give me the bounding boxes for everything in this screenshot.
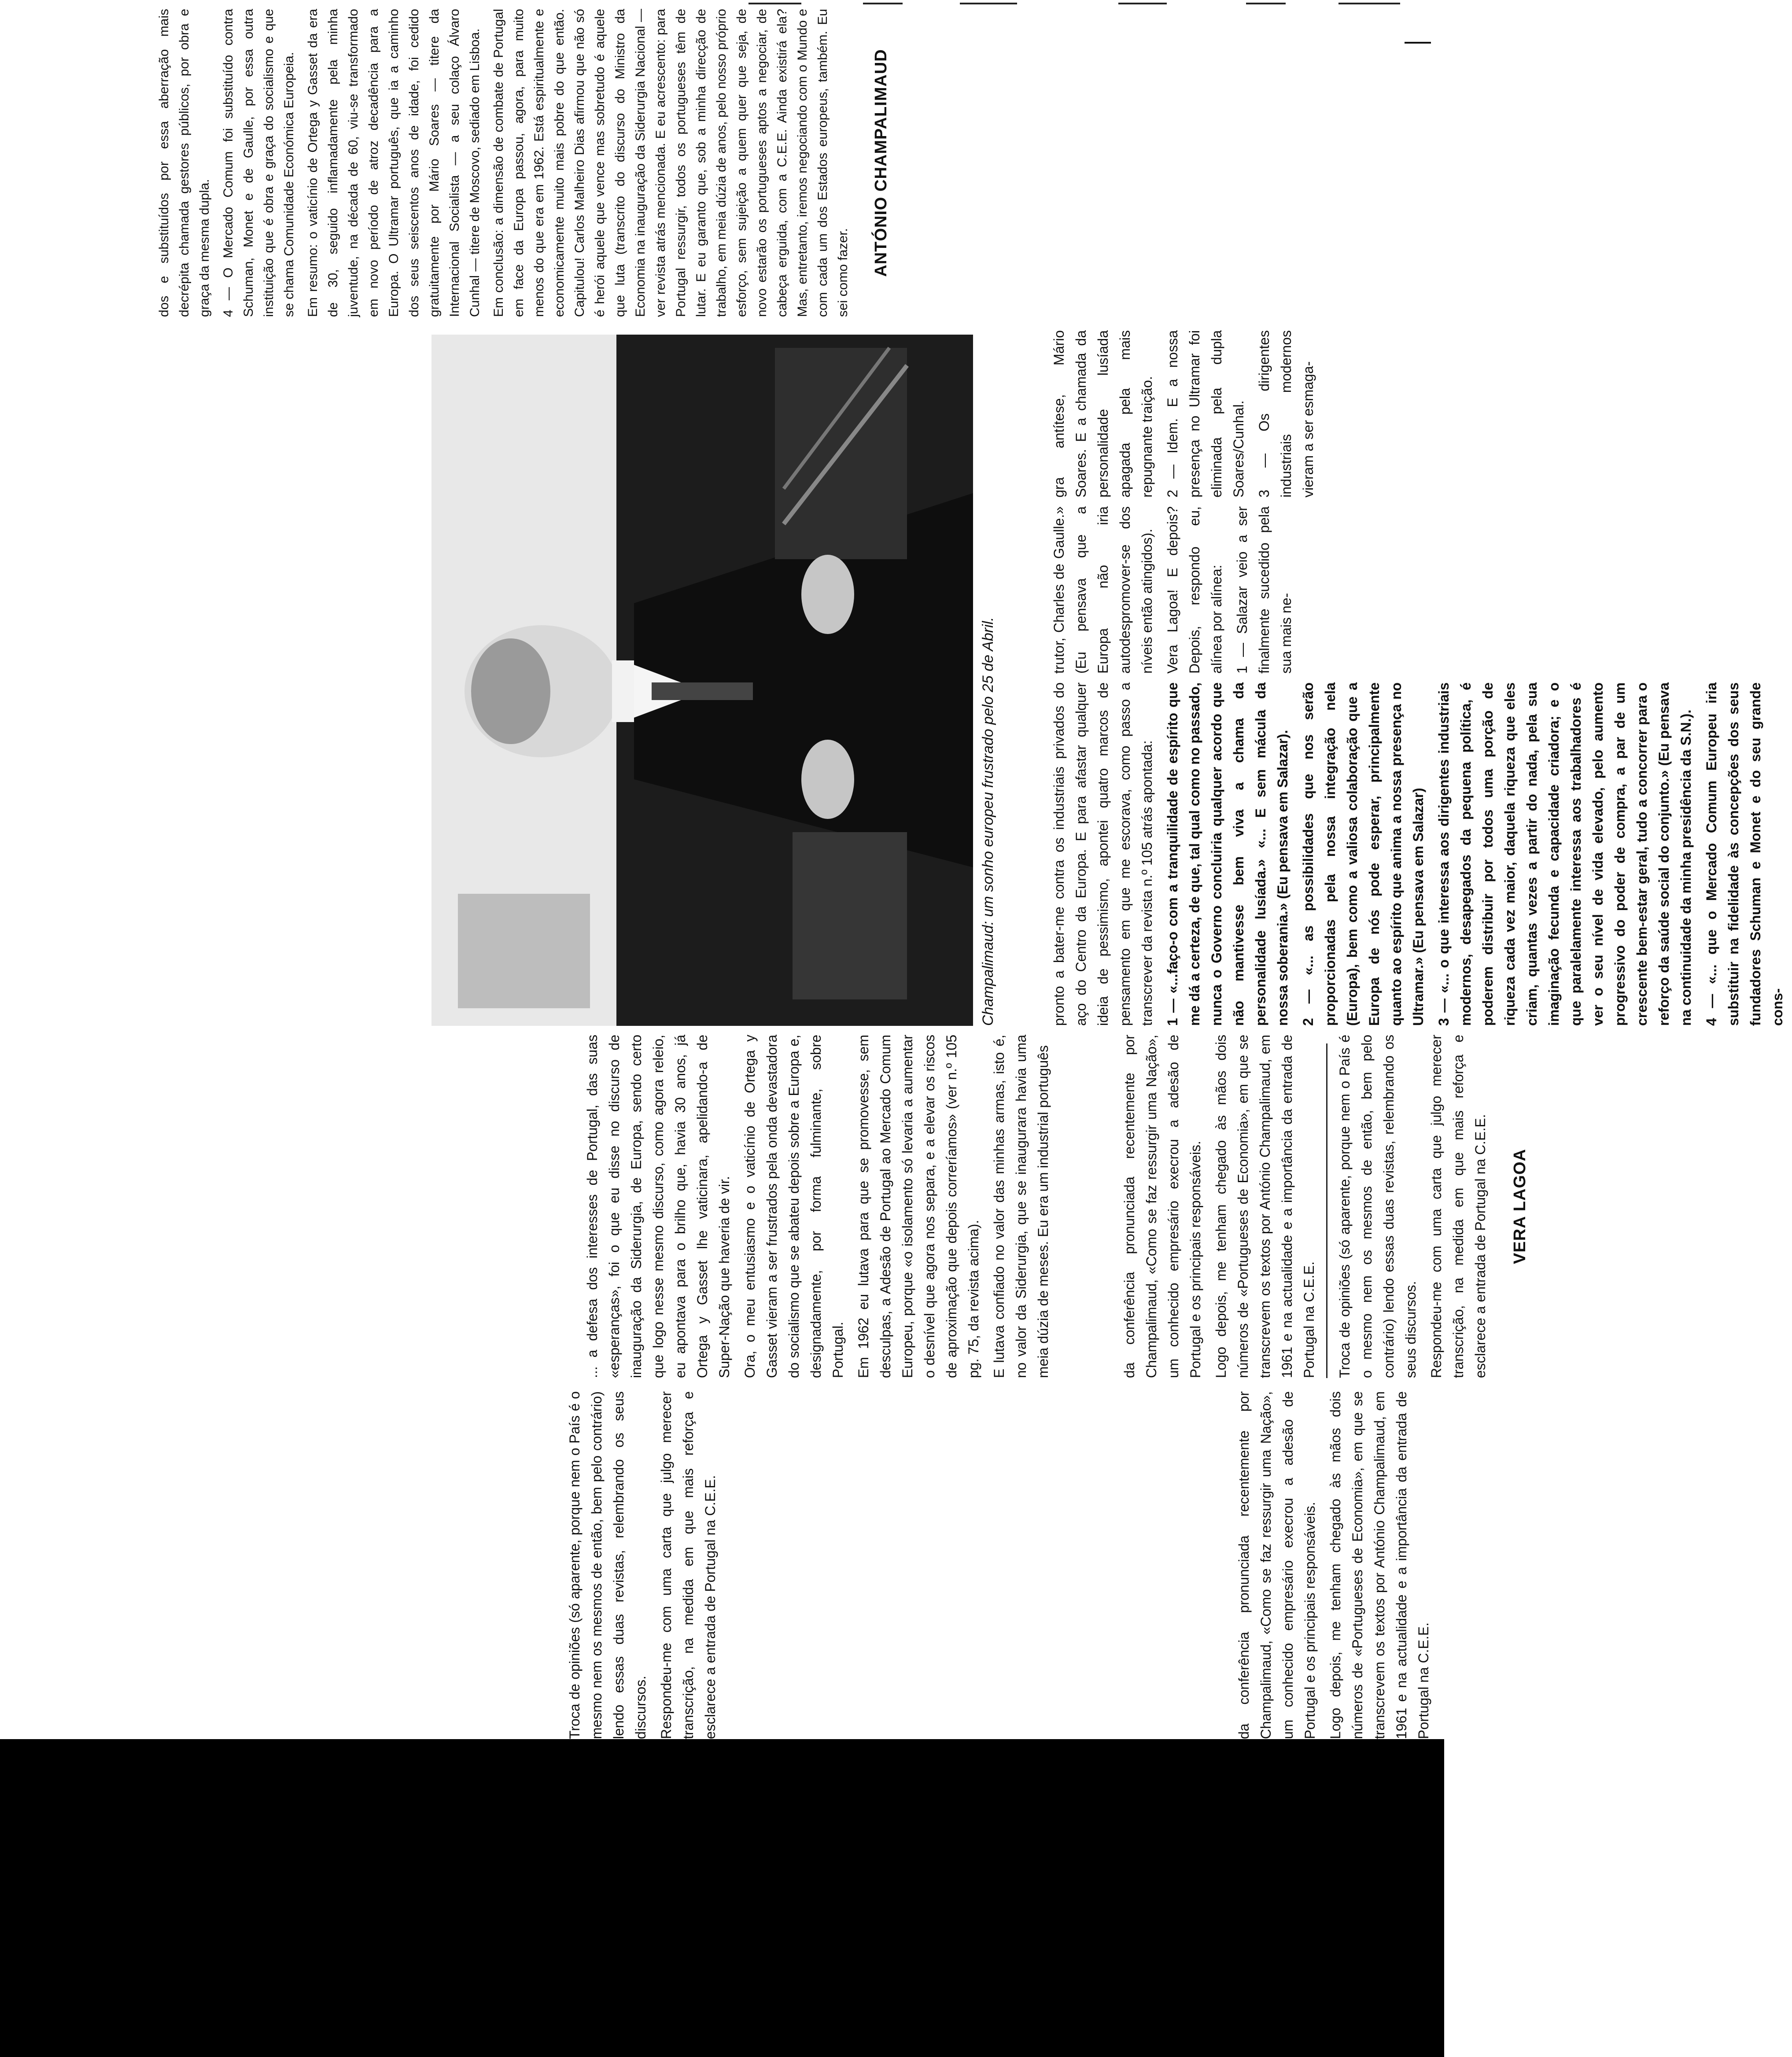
paragraph: Troca de opiniões (só aparente, porque nem o País é o mesmo nem os mesmos de então, bem pelo contrário) lendo essas duas revistas, relembrando os seus discursos. [1337,1035,1419,1378]
divider [1326,1043,1327,1378]
champalimaud-photo [431,335,973,1026]
paragraph: 1 — Salazar veio a ser finalmente sucedido pela sua mais ne- [1234,506,1294,674]
paragraph: 3 — «... o que interessa aos dirigentes industriais modernos, desapegados da pequena política, é poderem distribuir por todos uma porção de riqueza cada vez maior, daquela riqueza que eles criam, quantas vezes a partir do nada, pela sua imaginação fecunda e capacidade criadora; e o que paralelamente interessa aos trabalhadores é ver o seu nível de vida elevado, pelo aumento progressivo do poder de compra, a par de um crescente bem-estar geral, tudo a concorrer para o reforço da saúde social do conjunto.» (Eu pensava na continuidade da minha presidência da S.N.). [1436,682,1694,1026]
intro-block [1233,1391,1438,1739]
paragraph: 4 — O Mercado Comum foi substituído contra Schuman, Monet e de Gaulle, por essa outra instituição que é obra e graça do socialismo e que se chama Comunidade Económica Europeia. [221,9,296,317]
intro-letter-column [1118,1035,1534,1378]
paragraph: Ora, o meu entusiasmo e o vaticínio de Ortega y Gasset vieram a ser frustrados pela onda devastadora do socialismo que se abateu depois sobre a Europa e, designadamente, por forma fulminante, sobre Portugal. [742,1035,846,1378]
paragraph: Respondeu-me com uma carta que julgo merecer transcrição, na medida em que mais reforça e esclarece a entrada de Portugal na C.E.E. [658,1391,718,1739]
paragraph: Em 1962 eu lutava para que se promovesse, sem desculpas, a Adesão de Portugal ao Mercado Comum Europeu, porque «o isolamento só levaria a aumentar o desnível que agora nos separa, e a elevar os riscos de aproximação que depois correríamos» (ver n.º 105 pg. 75, da revista acima). [855,1035,981,1378]
letter-column-b [1048,682,1792,1026]
photo-caption: Champalimaud: um sonho europeu frustrado pelo 25 de Abril. [980,617,996,1026]
scan-black-border [0,1739,1444,2057]
paragraph: 2 — «... as possibilidades que nos serão proporcionadas pela nossa integração nela (Europa), bem como a valiosa colaboração que a Europa de nós pode esperar, principalmente quanto ao espírito que anima a nossa presença no Ultramar.» (Eu pensava em Salazar) [1300,682,1426,1026]
paragraph: 2 — Idem. E a nossa presença no Ultramar foi eliminada pela dupla Soares/Cunhal. [1165,330,1246,498]
paragraph: Troca de opiniões (só aparente, porque nem o País é o mesmo nem os mesmos de então, bem pelo contrário) lendo essas duas revistas, relembrando os seus discursos. [567,1391,649,1739]
paragraph: Vera Lagoa! E depois? Depois, respondo eu, alínea por alínea: [1165,506,1224,674]
letter-column-d [1048,330,1323,498]
paragraph: da conferência pronunciada recentemente por Champalimaud, «Como se faz ressurgir uma Nação», um conhecido empresário execrou a adesão de Portugal e os principais responsáveis. [1236,1391,1318,1739]
letter-column-a [581,1035,1058,1378]
paragraph: 4 — «... que o Mercado Comum Europeu iria substituir na fidelidade às concepções dos seus fundadores Schuman e Monet e do seu grande cons- [1704,682,1785,1026]
paragraph: gra antítese, Mário Soares. E a chamada da personalidade lusíada apagada pela mais repugnante traição. [1051,330,1155,498]
paragraph: da conferência pronunciada recentemente por Champalimaud, «Como se faz ressurgir uma Nação», um conhecido empresário execrou a adesão de Portugal e os principais responsáveis. [1121,1035,1203,1378]
letter-column-e [154,9,895,317]
letter-column-c2 [1048,506,1301,674]
intro-block-2 [564,1391,725,1739]
paragraph: trutor, Charles de Gaulle.» (Eu pensava que a Europa não iria autodespromover-se dos níveis então atingidos). [1051,506,1155,674]
paragraph: E lutava confiado no valor das minhas armas, isto é, no valor da Siderurgia, que se inaugurara havia uma meia dúzia de meses. Eu era um industrial português [991,1035,1051,1378]
paragraph: pronto a bater-me contra os industriais privados do aço do Centro da Europa. E para afastar qualquer ideia de pessimismo, apontei quatro marcos de pensamento em que me escorava, como passo a transcrever da revista n.º 105 atrás apontada: [1051,682,1155,1026]
paragraph: Em resumo: o vaticínio de Ortega y Gasset da era de 30, seguido inflamadamente pela minha juventude, na década de 60, viu-se transformado em novo período de atroz decadência para a Europa. O Ultramar português, que ia a caminho dos seus seiscentos anos de idade, foi cedido gratuitamente por Mário Soares — titere da Internacional Socialista — a seu colaço Álvaro Cunhal — titere de Moscovo, sediado em Lisboa. [306,9,482,317]
paragraph: 1 — «...faço-o com a tranquilidade de espírito que me dá a certeza, de que, tal qual como no passado, nunca o Governo concluiria qualquer acordo que não mantivesse bem viva a chama da personalidade lusíada.» «... E sem mácula da nossa soberania.» (Eu pensava em Salazar). [1165,682,1291,1026]
paragraph: 3 — Os dirigentes industriais modernos vieram a ser esmaga- [1256,330,1316,498]
paragraph: dos e substituídos por essa aberração mais decrépita chamada gestores públicos, por obra e graça da mesma dupla. [157,9,212,317]
signature-vera-lagoa: VERA LAGOA [1511,1149,1529,1264]
paragraph: Logo depois, me tenham chegado às mãos dois números de «Portugueses de Economia», em que se transcrevem os textos por António Champalimaud, em 1961 e na actualidade e a importância da entrada de Portugal na C.E.E. [1327,1391,1431,1739]
paragraph: Em conclusão: a dimensão de combate de Portugal em face da Europa passou, agora, para muito menos do que era em 1962. Está espiritualmente e economicamente muito mais pobre do que então. Capitulou! Carlos Malheiro Dias afirmou que não só é herói aquele que vence mas sobretudo é aquele que luta (transcrito do discurso do Ministro da Economia na inauguração da Siderurgia Nacional — ver revista atrás mencionada. E eu acrescento: para Portugal ressurgir, todos os portugueses têm de lutar. E eu garanto que, sob a minha direcção de trabalho, em meia dúzia de anos, pelo nosso próprio esforço, sem sujeição a quem quer que seja, de novo estarão os portugueses aptos a negociar, de cabeça erguida, com a C.E.E. Ainda existirá ela? Mas, entretanto, iremos negociando com o Mundo e com cada um dos Estados europeus, também. Eu sei como fazer. [491,9,850,317]
paragraph: ... a defesa dos interesses de Portugal, das suas «esperanças», foi o que eu disse no discurso de inauguração da Siderurgia, de Europa, sendo certo que logo nesse mesmo discurso, como agora releio, eu apontava para o brilho que, havia 30 anos, já Ortega y Gasset lhe vaticinara, apelidando-a de Super-Nação que haveria de vir. [584,1035,732,1378]
paragraph: Respondeu-me com uma carta que julgo merecer transcrição, na medida em que mais reforça e esclarece a entrada de Portugal na C.E.E. [1428,1035,1488,1378]
signature-antonio-champalimaud: ANTÓNIO CHAMPALIMAUD [872,49,890,277]
paragraph: Logo depois, me tenham chegado às mãos dois números de «Portugueses de Economia», em que se transcrevem os textos por António Champalimaud, em 1961 e na actualidade e a importância da entrada de Portugal na C.E.E. [1213,1035,1317,1378]
